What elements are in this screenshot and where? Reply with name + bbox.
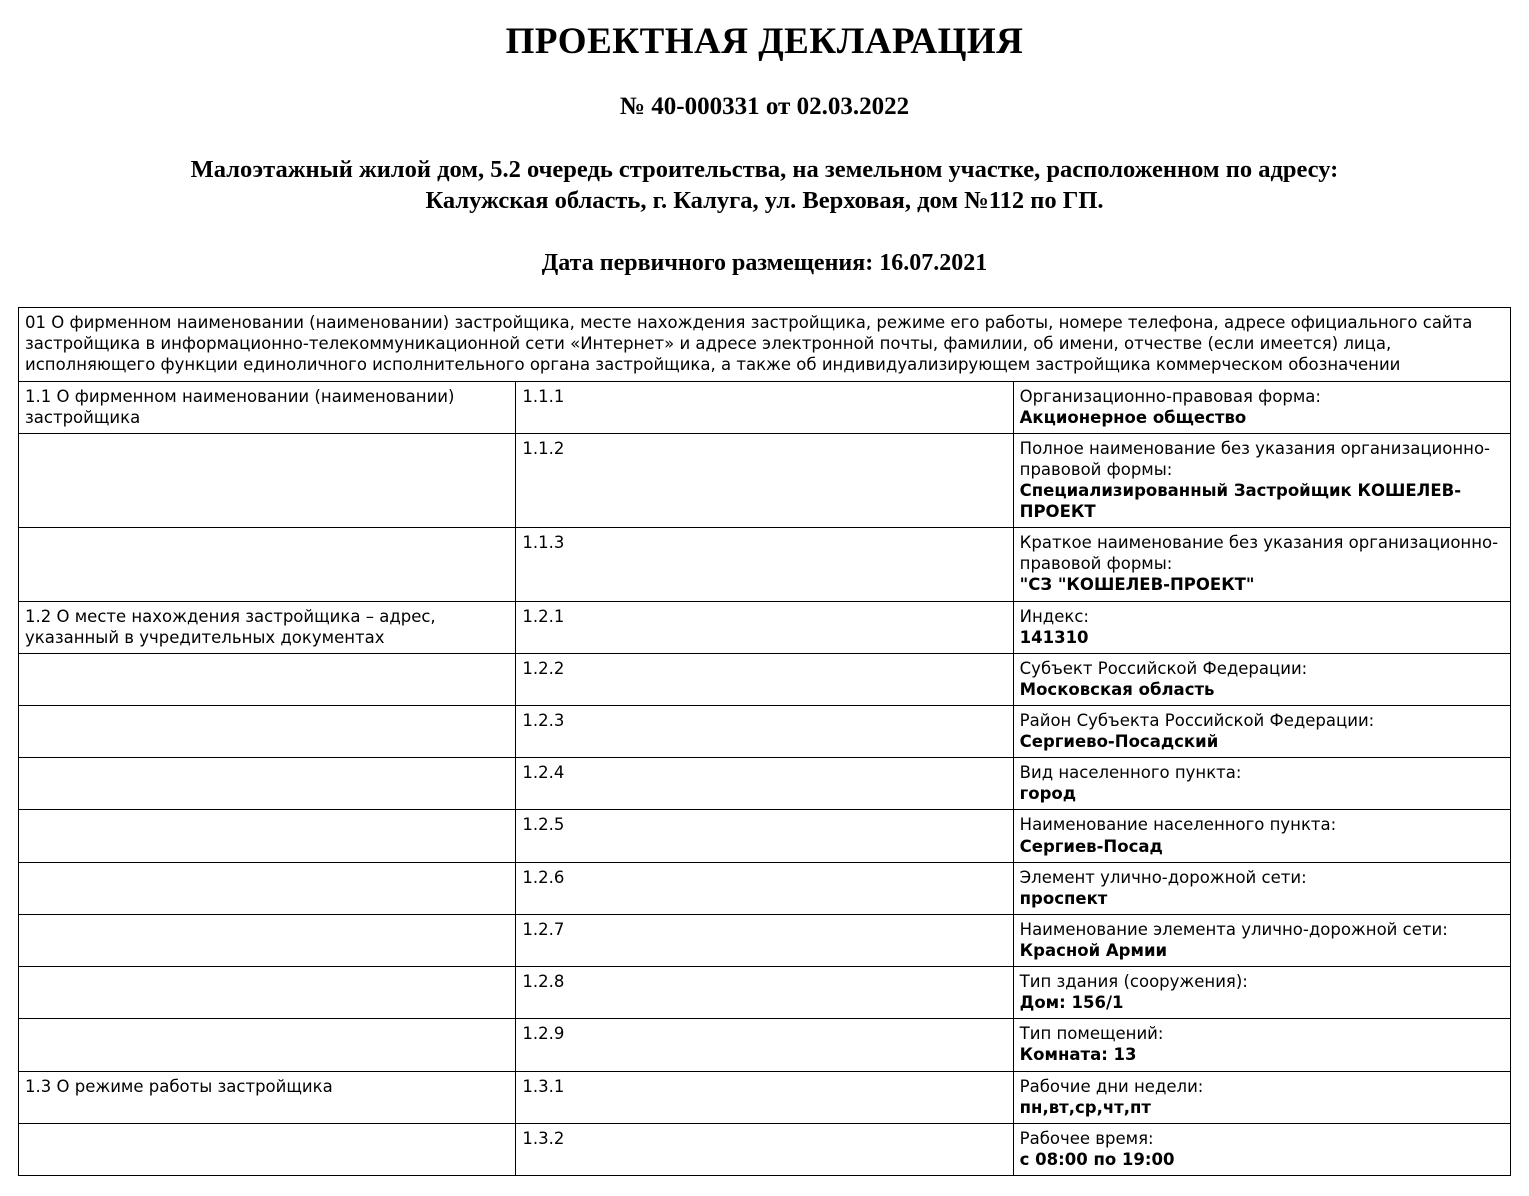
group-label-continuation <box>19 810 516 862</box>
row-caption: Тип помещений: <box>1019 1024 1164 1044</box>
declaration-table <box>18 307 1511 1176</box>
row-value-cell <box>1013 862 1510 914</box>
row-value-cell <box>1013 1123 1510 1175</box>
object-line-1: Малоэтажный жилой дом, 5.2 очередь строительства, на земельном участке, расположенном по адресу: <box>190 156 1339 183</box>
table-row <box>19 1019 1511 1071</box>
row-value: "СЗ "КОШЕЛЕВ-ПРОЕКТ" <box>1019 575 1255 595</box>
table-row <box>19 528 1511 601</box>
group-label-continuation <box>19 967 516 1019</box>
row-value: Комната: 13 <box>1019 1045 1137 1065</box>
row-caption: Рабочее время: <box>1019 1128 1154 1148</box>
first-publication-date: Дата первичного размещения: 16.07.2021 <box>541 250 988 277</box>
row-value-cell <box>1013 810 1510 862</box>
row-value: Сергиев-Посад <box>1019 836 1163 856</box>
group-label-continuation <box>19 914 516 966</box>
group-label-continuation <box>19 1019 516 1071</box>
page-title: ПРОЕКТНАЯ ДЕКЛАРАЦИЯ <box>505 21 1024 62</box>
row-code: 1.2.6 <box>516 862 1013 914</box>
table-row <box>19 1071 1511 1123</box>
row-value: пн,вт,ср,чт,пт <box>1019 1097 1151 1117</box>
row-code: 1.2.2 <box>516 653 1013 705</box>
row-value-cell <box>1013 1071 1510 1123</box>
row-code: 1.1.3 <box>516 528 1013 601</box>
row-value-cell <box>1013 601 1510 653</box>
table-row <box>19 653 1511 705</box>
row-caption: Элемент улично-дорожной сети: <box>1019 867 1307 887</box>
group-label: 1.1 О фирменном наименовании (наименовании) застройщика <box>19 381 516 433</box>
table-row <box>19 1123 1511 1175</box>
row-caption: Тип здания (сооружения): <box>1019 972 1248 992</box>
row-value-cell <box>1013 967 1510 1019</box>
row-code: 1.3.2 <box>516 1123 1013 1175</box>
row-value: Сергиево-Посадский <box>1019 732 1219 752</box>
object-description <box>46 155 1483 216</box>
group-label-continuation <box>19 433 516 527</box>
row-value-cell <box>1013 1019 1510 1071</box>
declaration-number: № 40-000331 от 02.03.2022 <box>619 93 910 120</box>
row-code: 1.1.2 <box>516 433 1013 527</box>
row-value: с 08:00 по 19:00 <box>1019 1149 1175 1169</box>
row-caption: Вид населенного пункта: <box>1019 763 1242 783</box>
table-row <box>19 381 1511 433</box>
row-caption: Район Субъекта Российской Федерации: <box>1019 711 1375 730</box>
table-row <box>19 758 1511 810</box>
table-row <box>19 914 1511 966</box>
row-code: 1.2.9 <box>516 1019 1013 1071</box>
row-code: 1.2.7 <box>516 914 1013 966</box>
group-label: 1.2 О месте нахождения застройщика – адрес, указанный в учредительных документах <box>19 601 516 653</box>
row-value: проспект <box>1019 888 1108 908</box>
row-caption: Индекс: <box>1019 606 1089 626</box>
object-line-2: Калужская область, г. Калуга, ул. Верховая, дом №112 по ГП. <box>425 186 1104 214</box>
row-code: 1.2.8 <box>516 967 1013 1019</box>
row-caption: Наименование элемента улично-дорожной сети: <box>1019 919 1448 939</box>
table-section-header-row <box>19 308 1511 381</box>
group-label: 1.3 О режиме работы застройщика <box>19 1071 516 1123</box>
table-row <box>19 810 1511 862</box>
group-label-continuation <box>19 653 516 705</box>
row-code: 1.2.5 <box>516 810 1013 862</box>
row-value: Московская область <box>1019 679 1215 699</box>
table-row <box>19 601 1511 653</box>
row-value-cell <box>1013 653 1510 705</box>
row-value: 141310 <box>1019 627 1089 647</box>
row-value: Акционерное общество <box>1019 407 1247 427</box>
row-value-cell <box>1013 433 1510 527</box>
group-label-continuation <box>19 758 516 810</box>
row-code: 1.2.4 <box>516 758 1013 810</box>
row-code: 1.1.1 <box>516 381 1013 433</box>
row-value: город <box>1019 784 1077 804</box>
row-caption: Рабочие дни недели: <box>1019 1076 1204 1096</box>
row-value: Дом: 156/1 <box>1019 993 1124 1013</box>
row-caption: Полное наименование без указания организационно-правовой формы: <box>1019 438 1491 479</box>
group-label-continuation <box>19 862 516 914</box>
row-code: 1.3.1 <box>516 1071 1013 1123</box>
row-code: 1.2.1 <box>516 601 1013 653</box>
row-caption: Субъект Российской Федерации: <box>1019 658 1308 678</box>
table-row <box>19 967 1511 1019</box>
row-value-cell <box>1013 758 1510 810</box>
group-label-continuation <box>19 528 516 601</box>
row-value-cell <box>1013 706 1510 758</box>
row-value-cell <box>1013 528 1510 601</box>
row-value-cell <box>1013 914 1510 966</box>
section-01-header: 01 О фирменном наименовании (наименовании) застройщика, месте нахождения застройщика, режиме его работы, номере телефона, адресе официального сайта застройщика в информационно-телекоммуникационной сети «Интернет» и адресе электронной почты, фамилии, об имени, отчестве (если имеется) лица, исполняющего функции единоличного исполнительного органа застройщика, а также об индивидуализирующем застройщика коммерческом обозначении <box>19 308 1511 381</box>
group-label-continuation <box>19 706 516 758</box>
row-code: 1.2.3 <box>516 706 1013 758</box>
row-caption: Наименование населенного пункта: <box>1019 815 1337 835</box>
table-row <box>19 433 1511 527</box>
table-row <box>19 706 1511 758</box>
row-value: Специализированный Застройщик КОШЕЛЕВ-ПРОЕКТ <box>1019 481 1462 522</box>
row-caption: Краткое наименование без указания организационно-правовой формы: <box>1019 533 1499 574</box>
table-row <box>19 862 1511 914</box>
row-value-cell <box>1013 381 1510 433</box>
group-label-continuation <box>19 1123 516 1175</box>
row-caption: Организационно-правовая форма: <box>1019 386 1321 406</box>
row-value: Красной Армии <box>1019 940 1168 960</box>
